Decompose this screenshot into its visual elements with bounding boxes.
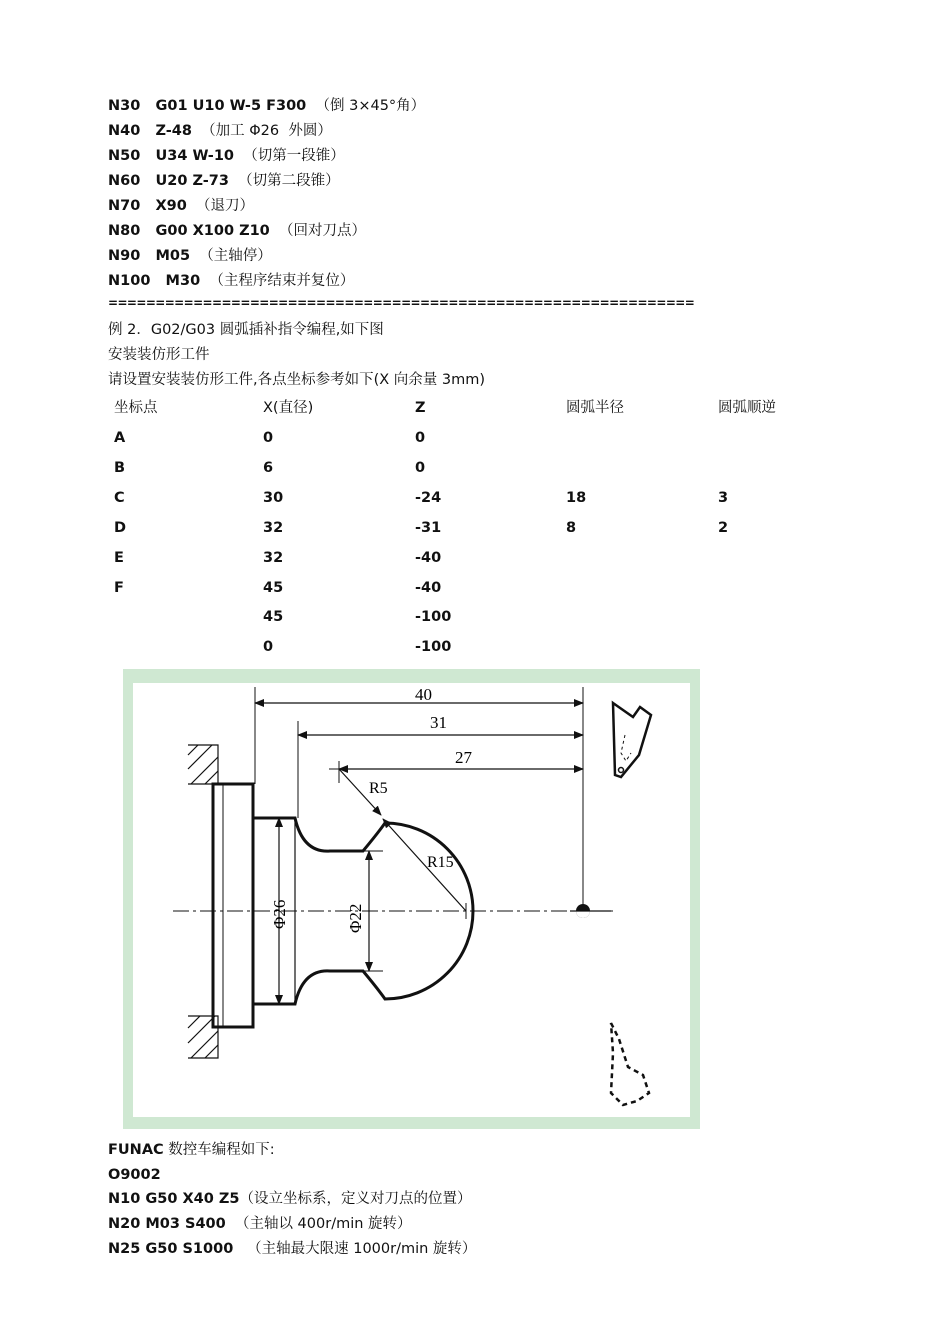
part-flange	[213, 784, 253, 1027]
program-line: N70 X90 （退刀）	[108, 198, 255, 214]
program-line: N20 M03 S400 （主轴以 400r/min 旋转）	[108, 1216, 412, 1232]
part-drawing	[123, 669, 700, 1129]
table-cell: 2	[718, 520, 729, 536]
table-cell: F	[114, 580, 124, 596]
tool-top	[613, 703, 651, 777]
dim-phi26: Φ26	[270, 899, 289, 929]
dim-31: 31	[430, 713, 447, 732]
table-cell: 32	[263, 520, 284, 536]
table-cell: 30	[263, 490, 284, 506]
program-line: N25 G50 S1000 （主轴最大限速 1000r/min 旋转）	[108, 1241, 477, 1257]
table-header: 圆弧半径	[566, 400, 624, 416]
example-title: 例 2．G02/G03 圆弧插补指令编程,如下图	[108, 322, 384, 338]
table-cell: -40	[415, 550, 442, 566]
table-cell: 0	[263, 430, 274, 446]
table-cell: D	[114, 520, 127, 536]
table-cell: 0	[263, 639, 274, 655]
drawing-canvas	[133, 683, 690, 1117]
table-cell: 6	[263, 460, 274, 476]
table-cell: -24	[415, 490, 442, 506]
program-line: FUNAC 数控车编程如下:	[108, 1142, 275, 1158]
table-cell: 45	[263, 580, 284, 596]
table-cell: -100	[415, 639, 452, 655]
table-cell: 45	[263, 609, 284, 625]
table-header: 坐标点	[114, 400, 158, 416]
program-line: N60 U20 Z-73 （切第二段锥）	[108, 173, 340, 189]
dim-40: 40	[415, 685, 432, 704]
program-line: N80 G00 X100 Z10 （回对刀点）	[108, 223, 366, 239]
tool-bottom	[611, 1023, 649, 1105]
table-cell: B	[114, 460, 126, 476]
table-cell: -40	[415, 580, 442, 596]
table-cell: -100	[415, 609, 452, 625]
table-cell: 32	[263, 550, 284, 566]
dim-phi22: Φ22	[346, 903, 365, 933]
table-cell: C	[114, 490, 125, 506]
program-line: N10 G50 X40 Z5（设立坐标系，定义对刀点的位置）	[108, 1191, 472, 1207]
subtitle: 安装装仿形工件	[108, 347, 210, 363]
program-line: N30 G01 U10 W-5 F300 （倒 3×45°角）	[108, 98, 426, 114]
dim-27: 27	[455, 748, 472, 767]
dim-r5: R5	[369, 780, 388, 797]
instruction-text: 请设置安装装仿形工件,各点坐标参考如下(X 向余量 3mm)	[108, 372, 486, 388]
drawing-svg	[133, 683, 690, 1117]
chuck-top	[188, 745, 218, 784]
table-header: 圆弧顺逆	[718, 400, 776, 416]
table-cell: 0	[415, 430, 426, 446]
program-line: O9002	[108, 1167, 161, 1183]
program-line: N50 U34 W-10 （切第一段锥）	[108, 148, 345, 164]
table-cell: 0	[415, 460, 426, 476]
table-header: Z	[415, 400, 426, 416]
table-cell: E	[114, 550, 124, 566]
program-line: N100 M30 （主程序结束并复位）	[108, 273, 355, 289]
table-cell: -31	[415, 520, 442, 536]
dim-r15: R15	[427, 854, 454, 871]
table-cell: 3	[718, 490, 729, 506]
program-line: N90 M05 （主轴停）	[108, 248, 272, 264]
table-cell: A	[114, 430, 126, 446]
table-header: X(直径)	[263, 400, 314, 416]
separator-line: ==============================================================	[108, 296, 695, 310]
program-line: N40 Z-48 （加工 Φ26 外圆）	[108, 123, 332, 139]
table-cell: 8	[566, 520, 577, 536]
table-cell: 18	[566, 490, 587, 506]
